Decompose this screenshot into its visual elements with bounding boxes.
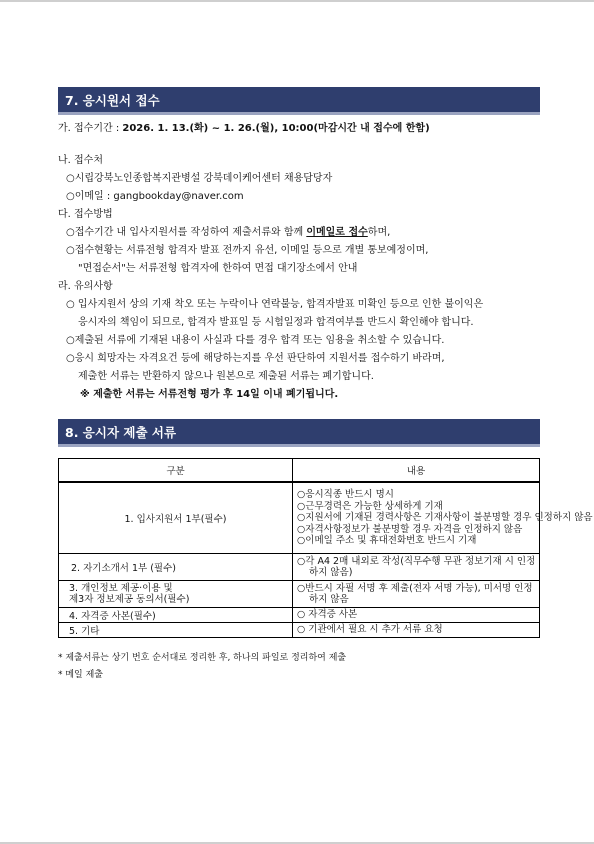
- notice-line-3: ○제출된 서류에 기재된 내용이 사실과 다를 경우 합격 또는 임용을 취소할 수 있습니다.: [66, 335, 445, 346]
- row-5-name: 5. 기타: [59, 623, 293, 638]
- reception-title: 나. 접수처: [58, 155, 103, 166]
- table-row: [59, 482, 540, 554]
- row-2-content: [293, 554, 540, 581]
- method-line-2: ○접수현황는 서류전형 합격자 발표 전까지 유선, 이메일 등으로 개별 통보예정이며,: [66, 245, 429, 256]
- required-documents-table: [58, 458, 593, 638]
- table-row: [59, 554, 540, 581]
- table-header-row: [59, 459, 540, 483]
- row-1-content-line: ○응시직종 반드시 명시: [297, 489, 394, 501]
- table-row: [59, 581, 540, 608]
- row-1-content-line: ○근무경력은 가능한 상세하게 기재: [297, 500, 443, 512]
- column-header-content: 내용: [293, 459, 540, 483]
- notice-line-2: 응시자의 책임이 되므로, 합격자 발표일 등 시험일정과 합격여부를 반드시 확인해야 합니다.: [78, 317, 474, 328]
- notice-line-4: ○응시 희망자는 자격요건 등에 해당하는지를 우선 판단하여 지원서를 접수하기 바라며,: [66, 353, 445, 364]
- footnote-1: * 제출서류는 상기 번호 순서대로 정리한 후, 하나의 파일로 정리하여 제출: [58, 653, 347, 663]
- reception-place: ○시립강북노인종합복지관병설 강북데이케어센터 채용담당자: [66, 173, 333, 184]
- row-3-content-line: ○반드시 자필 서명 후 제출(전자 서명 가능), 미서명 인정: [297, 582, 533, 594]
- row-1-content-line: ○이메일 주소 및 휴대전화번호 반드시 기재: [297, 535, 477, 547]
- section-8-header: [58, 419, 540, 447]
- method-title: 다. 접수방법: [58, 209, 113, 220]
- application-period-label: 가. 접수기간 :: [58, 123, 123, 134]
- row-3-name-line: 제3자 정보제공 동의서(필수): [69, 594, 190, 605]
- application-period-value: 2026. 1. 13.(화) ~ 1. 26.(월), 10:00(마감시간 내 접수에 한함): [122, 123, 430, 134]
- row-3-content-line: 하지 않음: [309, 594, 349, 605]
- method-line-1: [66, 226, 390, 240]
- row-5-content-line: ○ 기관에서 필요 시 추가 서류 요청: [297, 624, 443, 636]
- notice-line-1: ○ 입사지원서 상의 기재 착오 또는 누락이나 연락불능, 합격자발표 미확인 등으로 인한 불이익은: [66, 299, 484, 310]
- notice-line-5: 제출한 서류는 반환하지 않으나 원본으로 제출된 서류는 폐기합니다.: [78, 371, 374, 382]
- notice-title: 라. 유의사항: [58, 281, 113, 292]
- row-1-name: 1. 입사지원서 1부(필수): [59, 482, 293, 554]
- row-2-content-line: ○각 A4 2매 내외로 작성(직무수행 무관 정보기재 시 인정: [297, 555, 536, 567]
- table-row: [59, 623, 540, 638]
- row-1-content: [293, 482, 593, 554]
- method-line-3: "면접순서"는 서류전형 합격자에 한하여 면접 대기장소에서 안내: [78, 263, 358, 274]
- row-5-content: [293, 623, 540, 638]
- row-3-name: [59, 581, 293, 608]
- application-period: [58, 122, 430, 136]
- section-7-title: 7. 응시원서 접수: [65, 93, 160, 108]
- row-3-content: [293, 581, 540, 608]
- row-1-content-line: ○자격사항정보가 불분명할 경우 자격을 인정하지 않음: [297, 523, 523, 535]
- email-submission-emphasis: 이메일로 접수: [306, 227, 368, 238]
- footnote-2: * 메일 제출: [58, 670, 103, 680]
- row-4-content: [293, 608, 540, 623]
- section-7-header: [58, 87, 540, 115]
- method-line-1-end: 하며,: [367, 227, 391, 238]
- notice-line-6: ※ 제출한 서류는 서류전형 평가 후 14일 이내 폐기됩니다.: [80, 389, 339, 400]
- row-2-content-line: 하지 않음): [309, 567, 353, 578]
- method-line-1-text: ○접수기간 내 입사지원서를 작성하여 제출서류와 함께: [66, 227, 307, 238]
- row-4-content-line: ○ 자격증 사본: [297, 609, 358, 621]
- column-header-category: 구분: [59, 459, 293, 483]
- reception-email: ○이메일 : gangbookday@naver.com: [66, 191, 244, 202]
- row-2-name: 2. 자기소개서 1부 (필수): [59, 554, 293, 581]
- row-4-name: 4. 자격증 사본(필수): [59, 608, 293, 623]
- row-3-name-line: 3. 개인정보 제공·이용 및: [69, 582, 173, 594]
- section-8-title: 8. 응시자 제출 서류: [65, 425, 177, 440]
- table-row: [59, 608, 540, 623]
- row-1-content-line: ○지원서에 기재된 경력사항은 기재사항이 불분명할 경우 인정하지 않음: [297, 512, 593, 524]
